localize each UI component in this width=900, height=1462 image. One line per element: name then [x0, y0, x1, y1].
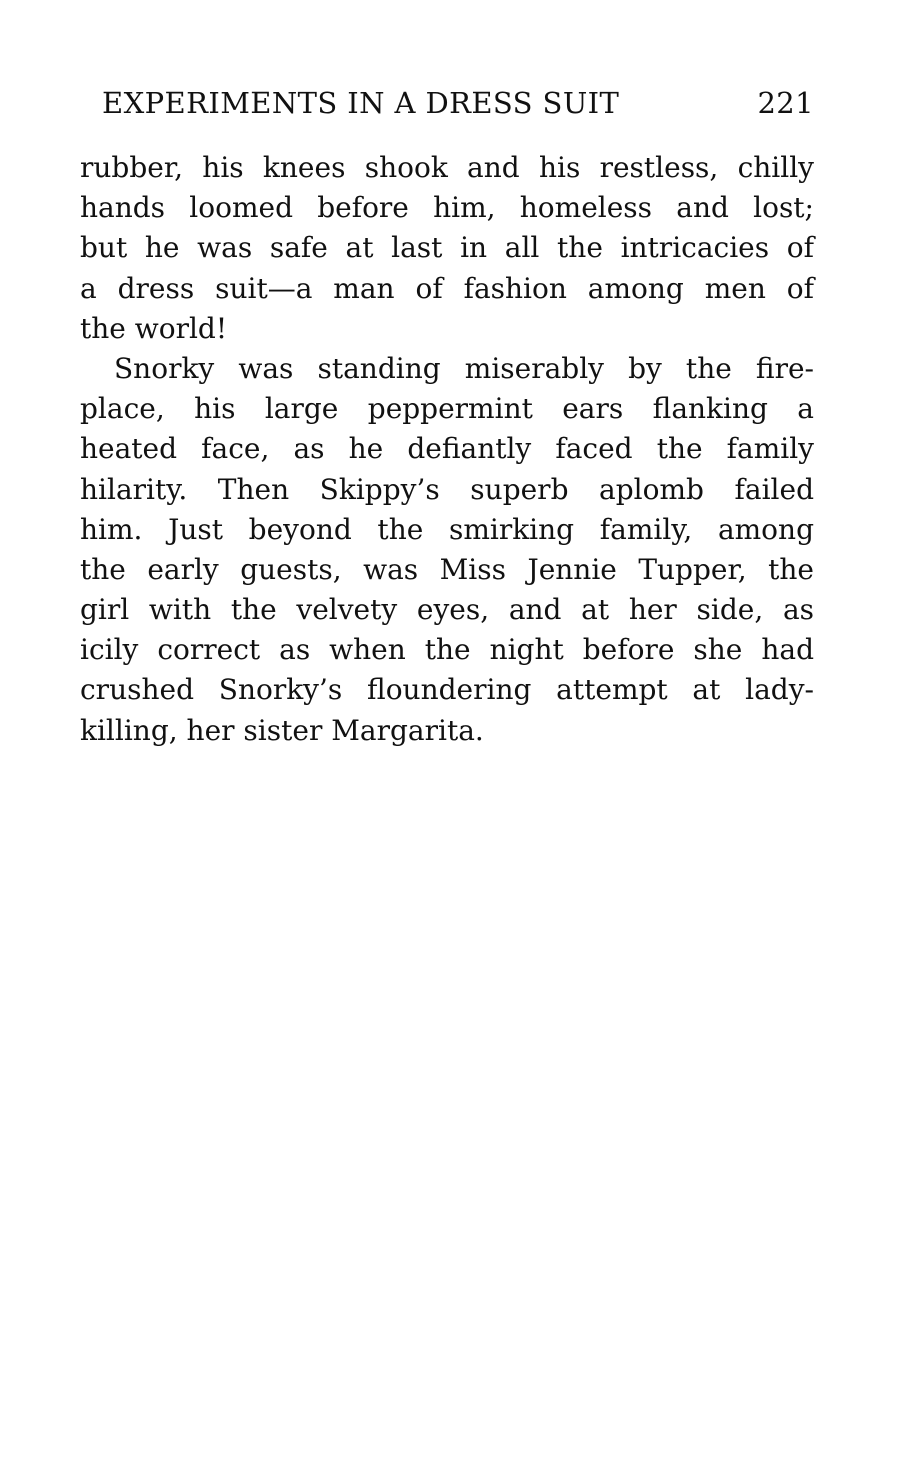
text-line: rubber, his knees shook and his restless, chilly — [80, 151, 814, 184]
text-line: icily correct as when the night before she had — [80, 633, 814, 667]
text-line: crushed Snorky’s floundering attempt at lady- — [80, 673, 814, 707]
text-line: place, his large peppermint ears flanking a — [80, 392, 814, 426]
paragraph-1 — [80, 148, 814, 349]
paragraph-2 — [80, 349, 814, 751]
text-line: hands loomed before him, homeless and lost; — [80, 191, 814, 225]
running-head — [102, 86, 814, 122]
text-line: hilarity. Then Skippy’s superb aplomb failed — [80, 472, 814, 506]
page-number: 221 — [757, 86, 814, 120]
text-line: the world! — [80, 311, 228, 345]
body-text — [80, 148, 814, 751]
text-line: girl with the velvety eyes, and at her side, as — [80, 593, 814, 627]
text-line: the early guests, was Miss Jennie Tupper, the — [80, 552, 814, 586]
text-line: but he was safe at last in all the intricacies of — [80, 231, 814, 265]
text-line: a dress suit—a man of fashion among men of — [80, 271, 814, 305]
text-line: Snorky was standing miserably by the fire- — [114, 351, 814, 385]
text-line: him. Just beyond the smirking family, among — [80, 512, 814, 546]
text-line: killing, her sister Margarita. — [80, 713, 484, 747]
text-line: heated face, as he defiantly faced the family — [80, 432, 814, 466]
running-title: EXPERIMENTS IN A DRESS SUIT — [102, 86, 620, 120]
